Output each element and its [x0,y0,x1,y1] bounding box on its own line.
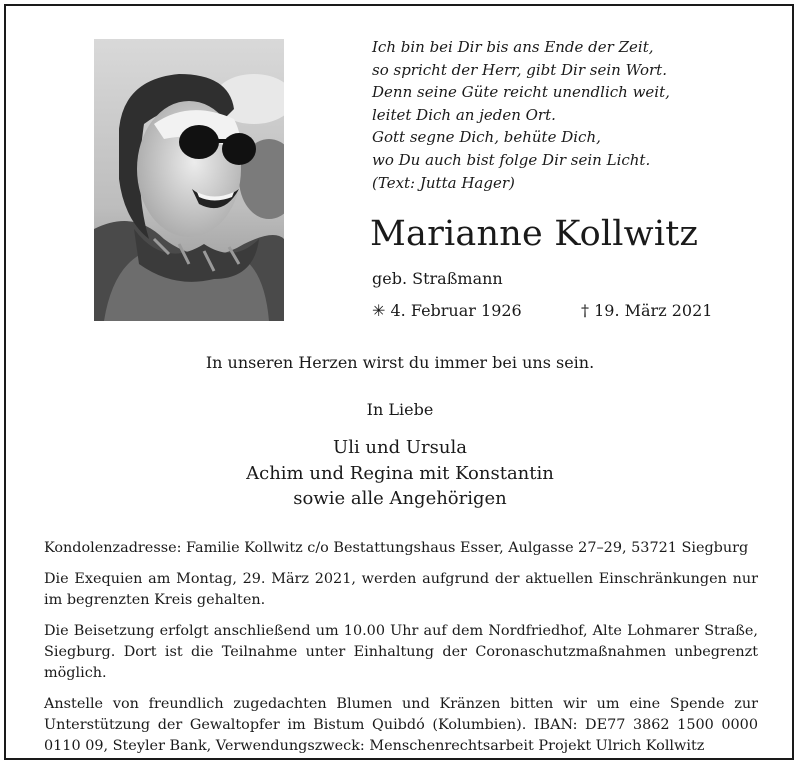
birth-name: geb. Straßmann [372,269,503,288]
poem-line: wo Du auch bist folge Dir sein Licht. [372,150,651,169]
portrait-photo [94,39,284,321]
death-date: † 19. März 2021 [581,301,713,320]
notes [44,538,758,767]
burial-note: Die Beisetzung erfolgt anschließend um 10.00 Uhr auf dem Nordfriedhof, Alte Lohmarer Straße, Siegburg. Dort ist die Teilnahme unter Einhaltung der Coronaschutzmaßnahmen unbegrenzt möglich. [44,623,758,681]
family-line: sowie alle Angehörigen [293,488,507,509]
deceased-name: Marianne Kollwitz [370,214,699,254]
poem-line: so spricht der Herr, gibt Dir sein Wort. [372,60,667,79]
poem-line: leitet Dich an jeden Ort. [372,105,556,124]
in-love-line: In Liebe [366,400,434,419]
birth-date: ✳ 4. Februar 1926 [372,301,522,320]
donation-note: Anstelle von freundlich zugedachten Blumen und Kränzen bitten wir um eine Spende zur Unterstützung der Gewaltopfer im Bistum Quibdó (Kolumbien). IBAN: DE77 3862 1500 0000 0110 09, Steyler Bank, Verwendungszweck: Menschenrechtsarbeit Projekt Ulrich Kollwitz [44,696,758,754]
family-signatures [0,435,800,512]
exequies-note: Die Exequien am Montag, 29. März 2021, werden aufgrund der aktuellen Einschränkungen nur im begrenzten Kreis gehalten. [44,571,758,608]
poem-source: (Text: Jutta Hager) [372,173,515,192]
poem-line: Gott segne Dich, behüte Dich, [372,128,601,147]
family-line: Uli und Ursula [333,437,467,458]
motto: In unseren Herzen wirst du immer bei uns sein. [205,353,595,372]
poem-line: Denn seine Güte reicht unendlich weit, [372,83,670,102]
poem [372,36,772,194]
condolence-address: Kondolenzadresse: Familie Kollwitz c/o Bestattungshaus Esser, Aulgasse 27–29, 53721 Siegburg [44,540,749,556]
family-line: Achim und Regina mit Konstantin [246,462,554,484]
poem-line: Ich bin bei Dir bis ans Ende der Zeit, [372,38,654,56]
